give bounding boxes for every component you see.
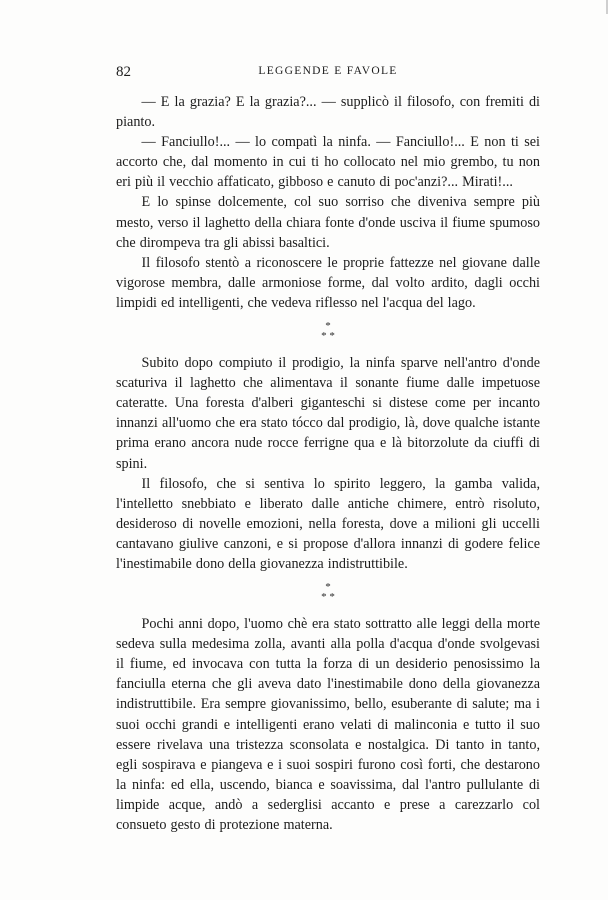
paragraph: — E la grazia? E la grazia?... — supplicò il filosofo, con fremiti di pianto. [116, 94, 540, 131]
running-title: LEGGENDE E FAVOLE [258, 65, 398, 77]
asterism-icon: * * * [321, 320, 335, 343]
page-header [116, 64, 540, 86]
paragraph: — Fanciullo!... — lo compatì la ninfa. — Fanciullo!... E non ti sei accorto che, dal momento in cui ti ho collocato nel mio grembo, tu non eri più il vecchio affaticato, gibboso e canuto di poc'anzi?... Mirati!... [116, 134, 540, 191]
body-text [116, 92, 540, 835]
paragraph: Pochi anni dopo, l'uomo chè era stato sottratto alle leggi della morte sedeva sulla medesima zolla, avanti alla polla d'acqua d'onde svolgevasi il fiume, ed invocava con tutta la forza di un desiderio penosissimo la fanciulla eterna che gli aveva dato l'inestimabile dono della giovanezza indistruttibile. Era sempre giovanissimo, bello, esuberante di salute; ma i suoi occhi grandi e intelligenti erano velati di malinconia e tutto il suo essere rivelava una tristezza sconsolata e nostalgica. Di tanto in tanto, egli sospirava e piangeva e i suoi sospiri furono così forti, che destarono la ninfa: ed ella, uscendo, bianca e soavissima, dal l'antro pullulante di limpide acque, andò a sederglisi accanto e prese a carezzarlo col consueto gesto di protezione materna. [116, 616, 540, 833]
paragraph: E lo spinse dolcemente, col suo sorriso che diveniva sempre più mesto, verso il laghetto della chiara fonte d'onde usciva il fiume spumoso che dirompeva tra gli abissi basaltici. [116, 194, 540, 251]
paragraph: Il filosofo stentò a riconoscere le proprie fattezze nel giovane dalle vigorose membra, dalle armoniose forme, dal volto ardito, dagli occhi limpidi ed intelligenti, che vedeva riflesso nel l'acqua del lago. [116, 254, 540, 311]
paragraph: Subito dopo compiuto il prodigio, la ninfa sparve nell'antro d'onde scaturiva il laghetto che alimentava il sonante fiume dalle impetuose cateratte. Una foresta d'alberi giganteschi si distese come per incanto innanzi all'uomo che era stato tócco dal prodigio, là, dove qualche istante prima erano ancora nude rocce ferrigne qua e là bitorzolute da ciuffi di spini. [116, 355, 540, 472]
page-number: 82 [116, 64, 131, 80]
paragraph: Il filosofo, che si sentiva lo spirito leggero, la gamba valida, l'intelletto snebbiato e liberato dalle antiche chimere, entrò risoluto, desideroso di novelle emozioni, nella foresta, dove a milioni gli uccelli cantavano giulive canzoni, e si propose d'allora innanzi di godere felice l'inestimabile dono della giovanezza indistruttibile. [116, 475, 540, 572]
section-break [116, 313, 540, 353]
section-break [116, 574, 540, 614]
asterism-icon: * * * [321, 581, 335, 604]
